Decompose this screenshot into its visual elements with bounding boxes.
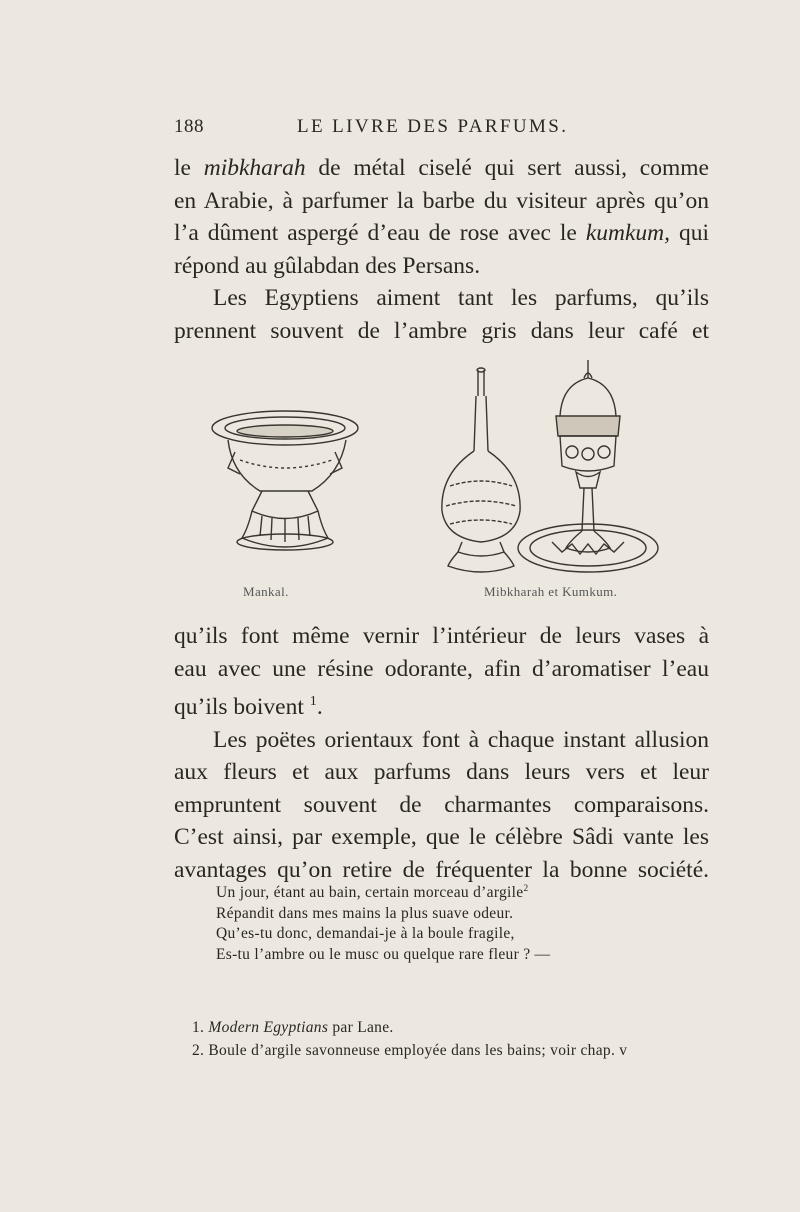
page-number: 188: [174, 116, 204, 137]
text-line: répond au gûlabdan des Persans.: [174, 252, 481, 279]
text-line: l’a dûment aspergé d’eau de rose avec le kumkum, qui: [174, 220, 709, 247]
caption-mibkharah-kumkum: Mibkharah et Kumkum.: [484, 584, 618, 599]
footnotes: [192, 1016, 627, 1062]
text-line: Les poëtes orientaux font à chaque instant allusion: [213, 726, 709, 753]
term-mibkharah: mibkharah: [203, 155, 306, 181]
poem-line: Qu’es-tu donc, demandai-je à la boule fragile,: [216, 925, 515, 943]
text-line: le mibkharah de métal ciselé qui sert aussi, comme: [174, 155, 709, 181]
footnote-2: 2. Boule d’argile savonneuse employée dans les bains; voir chap. v: [192, 1042, 628, 1059]
text-line: qu’ils font même vernir l’intérieur de leurs vases à: [174, 623, 709, 649]
paragraph-1: [174, 152, 709, 282]
running-header: [174, 116, 709, 146]
paragraph-2: [174, 282, 709, 347]
text-line: C’est ainsi, par exemple, que le célèbre Sâdi vante les: [174, 824, 709, 851]
engraving-figure: [200, 356, 680, 601]
term-kumkum: kumkum,: [585, 220, 670, 247]
text-line: avantages qu’on retire de fréquenter la bonne société.: [174, 856, 709, 883]
text-line: eau avec une résine odorante, afin d’aromatiser l’eau: [174, 655, 709, 682]
poem-verse: [216, 879, 550, 965]
mibkharah-drawing: [518, 360, 658, 572]
caption-mankal: Mankal.: [243, 584, 289, 599]
text-line: empruntent souvent de charmantes comparaisons.: [174, 791, 709, 818]
text-block-bottom: [174, 620, 709, 887]
vessels-illustration: [200, 356, 680, 601]
footnote-ref-1: 1: [309, 693, 317, 710]
kumkum-drawing: [442, 368, 520, 572]
poem-line: Un jour, étant au bain, certain morceau d’argile$^2$: [216, 884, 529, 902]
footnote-1: 1. Modern Egyptians par Lane.: [192, 1019, 394, 1036]
poem-line: Répandit dans mes mains la plus suave odeur.: [216, 904, 514, 922]
poem-line: Es-tu l’ambre ou le musc ou quelque rare fleur ? —: [216, 945, 551, 963]
text-line: aux fleurs et aux parfums dans leurs vers et leur: [174, 759, 709, 786]
text-line: qu’ils boivent $^1$.: [174, 693, 323, 721]
paragraph-3: [174, 620, 709, 724]
running-title: LE LIVRE DES PARFUMS.: [297, 116, 569, 137]
footnote-ref-2: 2: [523, 884, 529, 894]
text-line: Les Egyptiens aiment tant les parfums, qu’ils: [213, 285, 709, 312]
text-line: en Arabie, à parfumer la barbe du visiteur après qu’on: [174, 187, 709, 214]
text-line: prennent souvent de l’ambre gris dans leur café et: [174, 317, 709, 344]
mankal-drawing: [212, 411, 358, 550]
text-block-top: [174, 152, 709, 348]
paragraph-4: [174, 724, 709, 887]
